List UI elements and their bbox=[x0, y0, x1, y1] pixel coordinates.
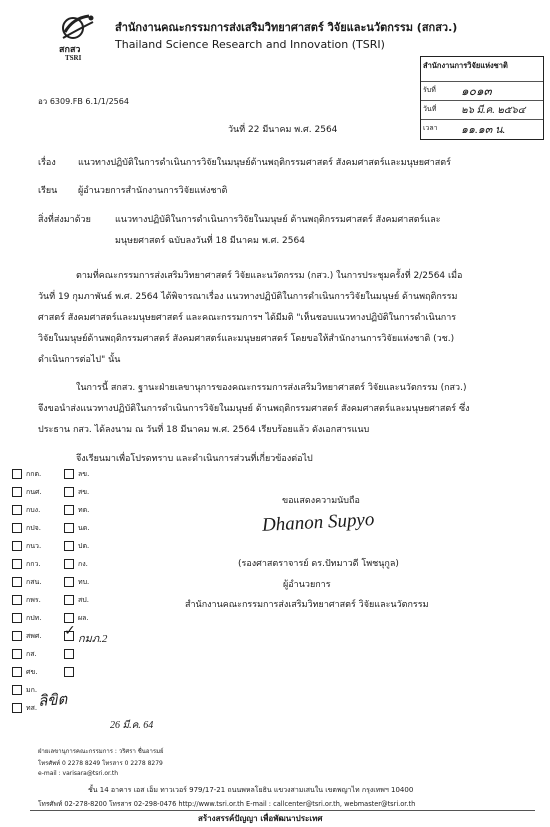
routing-label: นต. bbox=[78, 524, 90, 532]
routing-checkbox[interactable] bbox=[12, 613, 22, 623]
routing-label: สป. bbox=[78, 596, 89, 604]
subject-label: เรื่อง bbox=[38, 158, 56, 168]
stamp-title: สำนักงานการวิจัยแห่งชาติ bbox=[423, 61, 508, 70]
routing-checkbox[interactable] bbox=[12, 505, 22, 515]
routing-label: มก. bbox=[26, 686, 38, 694]
paragraph-line: ในการนี้ สกสว. ฐานะฝ่ายเลขานุการของคณะกรรมการส่งเสริมวิทยาศาสตร์ วิจัยและนวัตกรรม (กสว.) bbox=[76, 383, 467, 393]
document-date: วันที่ 22 มีนาคม พ.ศ. 2564 bbox=[228, 125, 338, 135]
stamp-row bbox=[421, 81, 543, 100]
org-name-en: Thailand Science Research and Innovation (TSRI) bbox=[115, 38, 385, 51]
subject-text: แนวทางปฏิบัติในการดำเนินการวิจัยในมนุษย์ด้านพฤติกรรมศาสตร์ สังคมศาสตร์และมนุษยศาสตร์ bbox=[78, 158, 451, 168]
enclosure-line: แนวทางปฏิบัติในการดำเนินการวิจัยในมนุษย์ ด้านพฤติกรรมศาสตร์ สังคมศาสตร์และ bbox=[115, 215, 441, 225]
tsri-logo bbox=[55, 12, 103, 64]
routing-checkbox[interactable] bbox=[12, 649, 22, 659]
signatory-org: สำนักงานคณะกรรมการส่งเสริมวิทยาศาสตร์ วิจัยและนวัตกรรม bbox=[185, 600, 429, 610]
footer-contacts: โทรศัพท์ 02-278-8200 โทรสาร 02-298-0476 http://www.tsri.or.th E-mail : callcenter@tsri.or.th, webmaster@tsri.or.th bbox=[38, 800, 416, 808]
paragraph-line: วิจัยในมนุษย์ด้านพฤติกรรมศาสตร์ สังคมศาสตร์และมนุษยศาสตร์ โดยขอให้สำนักงานการวิจัยแห่งชาติ (วช.) bbox=[38, 334, 455, 344]
stamp-row-label: รับที่ bbox=[423, 86, 436, 94]
enclosure-label: สิ่งที่ส่งมาด้วย bbox=[38, 215, 91, 225]
footer-address: ชั้น 14 อาคาร เอส เอ็ม ทาวเวอร์ 979/17-21 ถนนพหลโยธิน แขวงสามเสนใน เขตพญาไท กรุงเทพฯ 10400 bbox=[88, 786, 414, 794]
org-name-th: สำนักงานคณะกรรมการส่งเสริมวิทยาศาสตร์ วิจัยและนวัตกรรม (สกสว.) bbox=[115, 21, 458, 34]
enclosure-line: มนุษยศาสตร์ ฉบับลงวันที่ 18 มีนาคม พ.ศ. 2564 bbox=[115, 236, 305, 246]
routing-checkbox[interactable] bbox=[12, 685, 22, 695]
paragraph-line: ตามที่คณะกรรมการส่งเสริมวิทยาศาสตร์ วิจัยและนวัตกรรม (กสว.) ในการประชุมครั้งที่ 2/2564 เมื่อ bbox=[76, 271, 463, 281]
logo-text: สกสว bbox=[59, 44, 81, 54]
handwritten-check-icon: ✓ bbox=[64, 623, 76, 639]
logo-subtext: TSRI bbox=[65, 54, 82, 62]
routing-checkbox[interactable] bbox=[12, 703, 22, 713]
routing-label: กนศ. bbox=[26, 488, 42, 496]
signature-glyph: Dhanon Supyo bbox=[261, 509, 375, 536]
routing-label: ศข. bbox=[26, 668, 38, 676]
signatory-position: ผู้อำนวยการ bbox=[283, 580, 331, 590]
routing-label: กง. bbox=[78, 560, 88, 568]
paragraph-line: ประธาน กสว. ได้ลงนาม ณ วันที่ 18 มีนาคม พ.ศ. 2564 เรียบร้อยแล้ว ดังเอกสารแนบ bbox=[38, 425, 370, 435]
stamp-row-label: เวลา bbox=[423, 124, 438, 132]
routing-checkbox[interactable] bbox=[64, 523, 74, 533]
receipt-stamp bbox=[420, 56, 544, 140]
stamp-row-value: ๒๖ มี.ค. ๒๕๖๔ bbox=[461, 105, 526, 116]
routing-checkbox[interactable] bbox=[64, 469, 74, 479]
stamp-row bbox=[421, 119, 543, 138]
to-label: เรียน bbox=[38, 186, 58, 196]
routing-label: สข. bbox=[78, 488, 90, 496]
routing-label: ลข. bbox=[78, 470, 90, 478]
routing-checkbox[interactable] bbox=[64, 667, 74, 677]
routing-checkbox[interactable] bbox=[64, 541, 74, 551]
routing-checkbox[interactable] bbox=[12, 523, 22, 533]
closing-request: จึงเรียนมาเพื่อโปรดทราบ และดำเนินการส่วนที่เกี่ยวข้องต่อไป bbox=[76, 454, 313, 464]
routing-label: สพศ. bbox=[26, 632, 42, 640]
routing-checkbox[interactable] bbox=[64, 559, 74, 569]
footer-divider bbox=[30, 810, 535, 811]
routing-checkbox[interactable] bbox=[64, 505, 74, 515]
routing-label: ทบ. bbox=[78, 578, 90, 586]
paragraph-line: วันที่ 19 กุมภาพันธ์ พ.ศ. 2564 ได้พิจารณาเรื่อง แนวทางปฏิบัติในการดำเนินการวิจัยในมนุษย์ ด้านพฤติกรรม bbox=[38, 292, 458, 302]
routing-label: กกต. bbox=[26, 470, 42, 478]
routing-label: กบง. bbox=[26, 506, 41, 514]
routing-checkbox[interactable] bbox=[12, 469, 22, 479]
routing-checkbox[interactable] bbox=[12, 631, 22, 641]
routing-checkbox[interactable] bbox=[12, 667, 22, 677]
routing-label: กกว. bbox=[26, 560, 41, 568]
signatory-name: (รองศาสตราจารย์ ดร.ปัทมาวดี โพชนุกูล) bbox=[238, 559, 399, 569]
routing-label: ทต. bbox=[78, 506, 90, 514]
stamp-row-label: วันที่ bbox=[423, 105, 437, 113]
routing-label: ทส. bbox=[26, 704, 38, 712]
routing-label: กนว. bbox=[26, 542, 42, 550]
document-number: อว 6309.FB 6.1/1/2564 bbox=[38, 97, 129, 106]
contact-phone: โทรศัพท์ 0 2278 8249 โทรสาร 0 2278 8279 bbox=[38, 760, 163, 767]
routing-checkbox[interactable] bbox=[12, 541, 22, 551]
routing-checkbox[interactable] bbox=[12, 577, 22, 587]
routing-checkbox[interactable] bbox=[64, 595, 74, 605]
to-text: ผู้อำนวยการสำนักงานการวิจัยแห่งชาติ bbox=[78, 186, 228, 196]
footer-slogan: สร้างสรรค์ปัญญา เพื่อพัฒนาประเทศ bbox=[198, 814, 323, 823]
routing-checkbox[interactable] bbox=[12, 595, 22, 605]
routing-label: กมภ.2 bbox=[78, 633, 108, 645]
routing-label: กปจ. bbox=[26, 524, 42, 532]
routing-label: กพร. bbox=[26, 596, 41, 604]
routing-label: กปท. bbox=[26, 614, 42, 622]
paragraph-line: ดำเนินการต่อไป" นั้น bbox=[38, 355, 121, 365]
routing-label: กส. bbox=[26, 650, 37, 658]
stamp-row-value: ๑๑.๑๓ น. bbox=[461, 124, 506, 136]
signature-closing: ขอแสดงความนับถือ bbox=[282, 496, 360, 506]
routing-label: กสน. bbox=[26, 578, 42, 586]
contact-unit: ฝ่ายเลขานุการคณะกรรมการ : วริศรา ชื่นอารมย์ bbox=[38, 748, 164, 755]
handwritten-initials: ลิขิต bbox=[37, 691, 68, 710]
routing-checkbox[interactable] bbox=[12, 487, 22, 497]
stamp-row bbox=[421, 100, 543, 119]
handwritten-date: 26 มี.ค. 64 bbox=[110, 720, 154, 731]
contact-email: e-mail : varisara@tsri.or.th bbox=[38, 770, 119, 777]
paragraph-line: ศาสตร์ สังคมศาสตร์และมนุษยศาสตร์ และคณะกรรมการฯ ได้มีมติ "เห็นชอบแนวทางปฏิบัติในการดำเนินการ bbox=[38, 313, 457, 323]
routing-checkbox[interactable] bbox=[12, 559, 22, 569]
paragraph-line: จึงขอนำส่งแนวทางปฏิบัติในการดำเนินการวิจัยในมนุษย์ ด้านพฤติกรรมศาสตร์ สังคมศาสตร์และมนุษยศาสตร์ ซึ่ง bbox=[38, 404, 470, 414]
routing-checkbox[interactable] bbox=[64, 649, 74, 659]
routing-checkbox[interactable] bbox=[64, 577, 74, 587]
routing-checkbox[interactable] bbox=[64, 613, 74, 623]
stamp-row-value: ๑๐๑๓ bbox=[461, 84, 492, 98]
routing-label: ปต. bbox=[78, 542, 90, 550]
routing-label: ผล. bbox=[78, 614, 89, 622]
routing-checkbox[interactable] bbox=[64, 487, 74, 497]
